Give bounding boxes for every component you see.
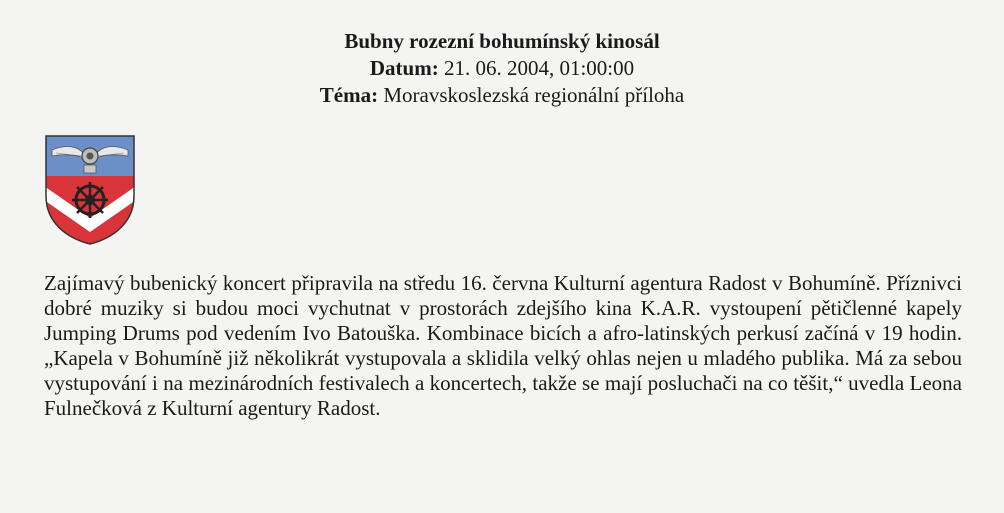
topic-line [0,82,1004,109]
article-body: Zajímavý bubenický koncert připravila na středu 16. června Kulturní agentura Radost v Bohumíně. Příznivci dobré muziky si budou moci vychutnat v prostorách zdejšího kina K.A.R. vystoupení pětičlenné kapely Jumping Drums pod vedením Ivo Batouška. Kombinace bicích a afro-latinských perkusí začíná v 19 hodin. „Kapela v Bohumíně již několikrát vystupovala a sklidila velký ohlas nejen u mladého publika. Má za sebou vystupování i na mezinárodních festivalech a koncertech, takže se mají posluchači na co těšit,“ uvedla Leona Fulnečková z Kulturní agentury Radost. [44,271,962,420]
date-line [0,55,1004,82]
date-value: 21. 06. 2004, 01:00:00 [443,56,635,80]
topic-value: Moravskoslezská regionální příloha [383,83,685,107]
coat-of-arms-icon [44,134,136,246]
date-label: Datum: [369,56,439,80]
topic-label: Téma: [319,83,379,107]
article-header [0,28,1004,109]
ship-wheel-icon [72,182,108,218]
article-title: Bubny rozezní bohumínský kinosál [344,29,660,53]
